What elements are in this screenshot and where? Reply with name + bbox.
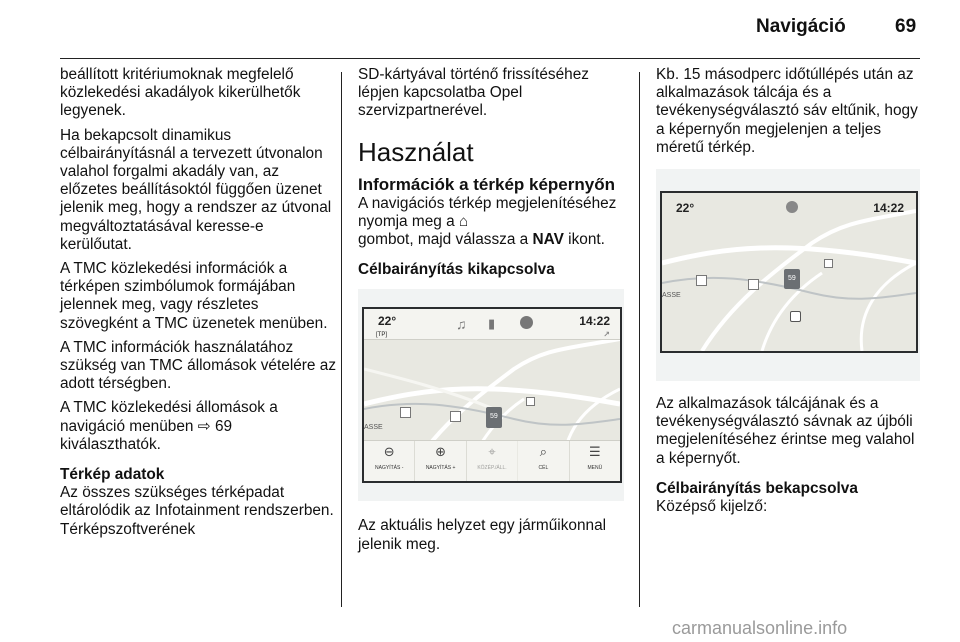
temperature: 22° xyxy=(378,314,397,329)
app-tray xyxy=(364,309,620,340)
menu-icon: ☰ xyxy=(589,444,601,460)
section-title: Használat xyxy=(358,136,474,167)
menu-button[interactable]: ☰ MENÜ xyxy=(587,444,603,472)
clock: 14:22 xyxy=(579,314,610,329)
paragraph: Az alkalmazások tálcájának és a tevékenységválasztó sávnak az újbóli megjelenítéséhez érintse meg valahol a képernyőt. xyxy=(656,395,915,467)
traffic-icon xyxy=(400,407,411,418)
column-divider-1 xyxy=(341,72,342,607)
search-icon: ⌕ xyxy=(539,444,548,460)
zoom-in-icon: ⊕ xyxy=(435,444,447,460)
paragraph: A navigációs térkép megjelenítéséhez nyomja meg a ⌂ gombot, majd válassza a NAV ikont. xyxy=(358,194,617,249)
nav-app-icon[interactable] xyxy=(520,316,533,329)
place-label: ASSE xyxy=(364,424,383,432)
traffic-icon xyxy=(450,411,461,422)
paragraph: A TMC közlekedési állomások a navigáció menüben ⇨ 69 kiválaszthatók. xyxy=(60,399,278,453)
page-title: Navigáció xyxy=(756,16,846,37)
paragraph: SD-kártyával történő frissítéséhez lépjen kapcsolatba Opel szervizpartnerével. xyxy=(358,66,589,120)
temperature: 22° xyxy=(676,201,695,216)
column-3 xyxy=(656,66,922,522)
full-map-view[interactable] xyxy=(662,193,916,351)
nav-app-icon xyxy=(786,201,798,213)
center-button[interactable]: ⌖ KÖZÉP./ÁLL. xyxy=(467,441,518,481)
paragraph: Az összes szükséges térképadat eltárolódik az Infotainment rendszerben. Térképszoftverének xyxy=(60,484,334,538)
page-reference[interactable]: 69 xyxy=(214,417,233,435)
vehicle-icon xyxy=(790,311,801,322)
phone-icon[interactable]: ▮ xyxy=(488,316,496,332)
paragraph: beállított kritériumoknak megfelelő közlekedési akadályok kikerülhetők legyenek. xyxy=(60,66,301,120)
header-divider xyxy=(60,58,920,59)
subsection-title: Információk a térkép képernyőn xyxy=(358,174,615,194)
zoom-out-icon: ⊖ xyxy=(383,444,395,460)
road-badge: 59 xyxy=(486,407,502,427)
zoom-out-button[interactable]: ⊖ NAGYÍTÁS - xyxy=(364,441,415,481)
traffic-icon xyxy=(696,275,707,286)
column-1 xyxy=(60,66,336,545)
paragraph: Ha bekapcsolt dinamikus célbairányításnál a tervezett útvonalon valahol forgalmi akadály van, az előzetes beállításoktól függően üzenet jelenik meg, hogy a rendszer az útvonal megváltoztatásával keresse-e kerülőutat. xyxy=(60,126,332,253)
subheading: Célbairányítás bekapcsolva xyxy=(656,479,858,497)
column-divider-2 xyxy=(639,72,640,607)
paragraph: Kb. 15 másodperc időtúllépés után az alkalmazások tálcája és a tevékenységválasztó sáv eltűnik, hogy a képernyőn megjelenjen a teljes méretű térkép. xyxy=(656,66,918,156)
page-number: 69 xyxy=(895,16,917,37)
tp-indicator: [TP] xyxy=(376,332,388,339)
paragraph: A TMC információk használatához szükség van TMC állomások vételére az adott térségben. xyxy=(60,338,337,393)
subheading: Célbairányítás kikapcsolva xyxy=(358,261,555,279)
arrow-ref-icon: ⇨ xyxy=(197,417,211,435)
figure-caption: Az aktuális helyzet egy járműikonnal jelenik meg. xyxy=(358,517,607,553)
column-2 xyxy=(358,66,634,560)
map-screen xyxy=(362,307,622,483)
action-bar xyxy=(364,440,620,481)
map-screen-figure xyxy=(358,289,624,501)
signal-icon: ↗ xyxy=(603,330,610,340)
paragraph: Középső kijelző: xyxy=(656,498,768,516)
place-label: ASSE xyxy=(662,292,681,300)
subheading: Térkép adatok xyxy=(60,466,165,484)
clock: 14:22 xyxy=(873,201,904,216)
full-map-figure xyxy=(656,169,920,381)
poi-icon xyxy=(824,259,833,268)
crosshair-icon: ⌖ xyxy=(488,444,496,460)
destination-button[interactable]: ⌕ CÉL xyxy=(518,441,569,481)
poi-icon xyxy=(526,397,535,406)
zoom-in-button[interactable]: ⊕ NAGYÍTÁS + xyxy=(415,441,466,481)
watermark: carmanualsonline.info xyxy=(672,618,848,638)
paragraph: A TMC közlekedési információk a térképen szimbólumok formájában jelennek meg, vagy részletes szövegként a TMC üzenetek menüben. xyxy=(60,260,328,332)
music-icon[interactable]: ♫ xyxy=(456,316,467,333)
traffic-icon xyxy=(748,279,759,290)
home-icon: ⌂ xyxy=(458,212,469,230)
full-map-screen xyxy=(660,191,918,353)
road-badge: 59 xyxy=(784,269,800,289)
